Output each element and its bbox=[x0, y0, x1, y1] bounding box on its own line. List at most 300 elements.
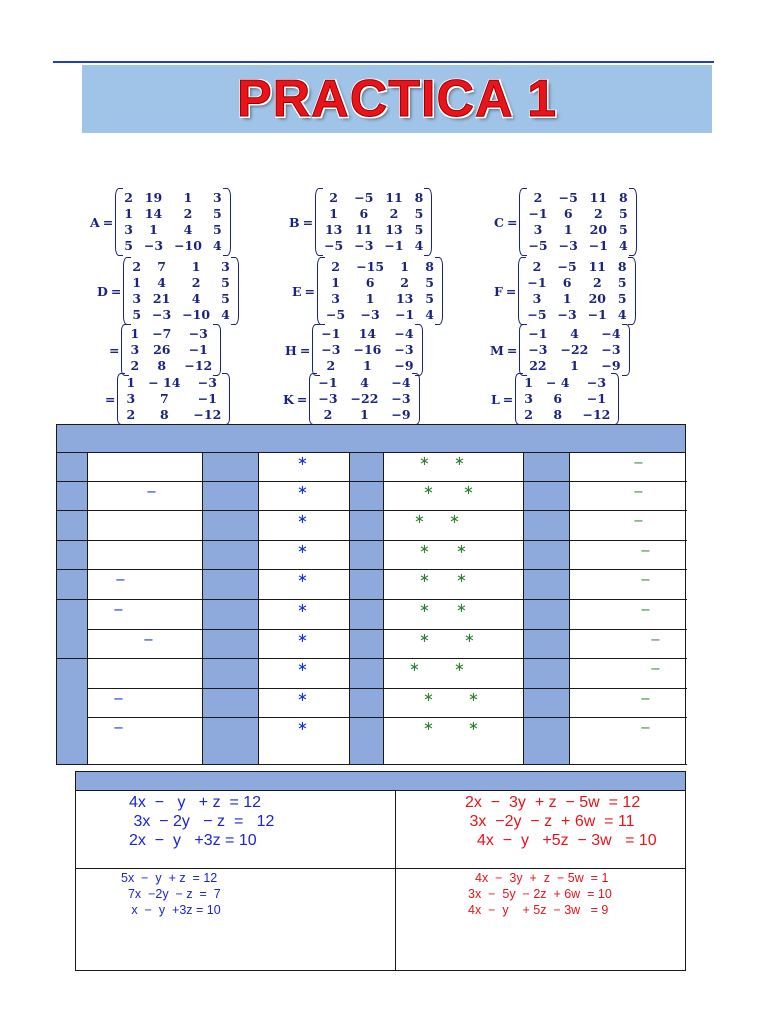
matrix-cell: 8 bbox=[414, 190, 424, 205]
matrix-cell: −5 bbox=[326, 307, 346, 322]
minus-icon: − bbox=[633, 514, 644, 529]
minus-icon: − bbox=[640, 544, 651, 559]
right-paren bbox=[222, 373, 230, 425]
matrix-cell: − 14 bbox=[148, 375, 181, 390]
matrix-cell: −15 bbox=[356, 259, 385, 274]
matrix-entries bbox=[527, 190, 628, 254]
matrix-cell: 5 bbox=[124, 238, 133, 253]
label-cell bbox=[202, 570, 258, 600]
answer-cell bbox=[569, 659, 687, 689]
matrix-cell: 1 bbox=[331, 275, 340, 290]
matrix-cell: −1 bbox=[527, 275, 547, 290]
matrix-entries bbox=[317, 375, 411, 423]
page-title: PRACTICA 1 bbox=[236, 70, 558, 128]
equals-sign: = bbox=[304, 283, 316, 299]
table-row bbox=[57, 511, 685, 541]
matrix-cell: 3 bbox=[132, 291, 142, 306]
star-icon: ∗ bbox=[449, 512, 460, 527]
minus-icon: − bbox=[146, 485, 157, 500]
system-4-eq-1: 4x − 3y + z − 5w = 1 bbox=[475, 871, 609, 885]
matrix-cell: 1 bbox=[126, 375, 136, 390]
left-paren bbox=[121, 324, 129, 376]
matrix-cell: −1 bbox=[318, 375, 338, 390]
answer-cell bbox=[87, 482, 202, 511]
answer-cell bbox=[569, 541, 687, 570]
label-cell bbox=[349, 570, 383, 600]
matrix-cell: −3 bbox=[321, 342, 341, 357]
label-cell bbox=[349, 453, 383, 482]
matrix-cell: 2 bbox=[594, 206, 603, 221]
matrix-cell: −3 bbox=[197, 375, 217, 390]
matrix-cell: 1 bbox=[191, 259, 201, 274]
matrix-cell: 8 bbox=[157, 358, 167, 373]
table-row bbox=[57, 630, 685, 659]
matrix-cell: 2 bbox=[124, 190, 133, 205]
answer-cell bbox=[383, 482, 523, 511]
matrix-cell: −5 bbox=[528, 238, 548, 253]
matrix-cell: 1 bbox=[183, 190, 193, 205]
matrix-cell: −1 bbox=[321, 326, 341, 341]
label-cell bbox=[523, 659, 569, 689]
matrix-cell: 3 bbox=[124, 222, 133, 237]
table-row bbox=[57, 659, 685, 689]
matrix-cell: −5 bbox=[324, 238, 344, 253]
left-paren bbox=[115, 188, 123, 256]
matrix-entries bbox=[123, 190, 222, 254]
matrix-cell: −9 bbox=[391, 407, 411, 422]
right-paren bbox=[435, 257, 443, 325]
matrix-cell: −1 bbox=[384, 238, 404, 253]
matrix-cell: −1 bbox=[528, 206, 548, 221]
matrix-cell: 5 bbox=[618, 222, 628, 237]
star-icon: ∗ bbox=[297, 512, 308, 527]
star-icon: ∗ bbox=[423, 690, 434, 705]
matrix-name: M bbox=[490, 342, 504, 358]
answer-cell bbox=[383, 570, 523, 600]
matrix-c bbox=[494, 188, 637, 256]
matrix-cell: −3 bbox=[354, 238, 374, 253]
right-paren bbox=[424, 188, 432, 256]
matrix-cell: 1 bbox=[329, 206, 338, 221]
matrix-cell: 5 bbox=[221, 275, 230, 290]
minus-icon: − bbox=[633, 485, 644, 500]
matrix-d bbox=[97, 257, 239, 325]
star-icon: ∗ bbox=[409, 660, 420, 675]
matrix-cell: 1 bbox=[400, 259, 409, 274]
equals-sign: = bbox=[506, 342, 518, 358]
matrix-name: B bbox=[289, 214, 300, 230]
matrix-cell: 4 bbox=[360, 375, 369, 390]
answer-cell bbox=[569, 630, 687, 659]
label-cell bbox=[523, 689, 569, 718]
matrix-cell: 2 bbox=[183, 206, 193, 221]
matrix-cell: −5 bbox=[558, 190, 578, 205]
matrix-cell: 5 bbox=[617, 275, 627, 290]
matrix-cell: 4 bbox=[618, 238, 628, 253]
star-icon: ∗ bbox=[419, 601, 430, 616]
answer-cell bbox=[569, 511, 687, 541]
label-cell bbox=[202, 482, 258, 511]
system-1-eq-3: 2x − y +3z = 10 bbox=[129, 832, 257, 849]
matrix-cell: 2 bbox=[329, 190, 338, 205]
star-icon: ∗ bbox=[468, 690, 479, 705]
matrix-b bbox=[289, 188, 432, 256]
answer-cell bbox=[383, 541, 523, 570]
matrix-cell: 14 bbox=[144, 206, 163, 221]
matrix-cell: 13 bbox=[395, 291, 414, 306]
matrix-cell: −12 bbox=[582, 407, 611, 422]
matrix-cell: 1 bbox=[562, 291, 572, 306]
label-cell bbox=[523, 600, 569, 630]
label-cell bbox=[57, 453, 87, 482]
matrix-entries bbox=[131, 259, 230, 323]
matrix-entries bbox=[526, 259, 627, 323]
matrix-cell: −1 bbox=[188, 342, 208, 357]
matrix-entries bbox=[325, 259, 435, 323]
matrix-cell: −3 bbox=[601, 342, 621, 357]
matrix-cell: 19 bbox=[144, 190, 163, 205]
label-cell bbox=[349, 482, 383, 511]
matrix-cell: 13 bbox=[324, 222, 343, 237]
matrix-cell: 5 bbox=[617, 291, 627, 306]
matrix-cell: 8 bbox=[159, 407, 169, 422]
exercise-table-header bbox=[57, 425, 685, 453]
matrix-cell: 2 bbox=[132, 259, 142, 274]
matrix-cell: −3 bbox=[152, 307, 172, 322]
minus-icon: − bbox=[113, 692, 124, 707]
label-cell bbox=[523, 630, 569, 659]
right-paren bbox=[611, 373, 619, 425]
label-cell bbox=[349, 659, 383, 689]
right-paren bbox=[231, 257, 239, 325]
matrix-cell: 1 bbox=[365, 291, 375, 306]
label-cell bbox=[202, 630, 258, 659]
equals-sign: = bbox=[299, 342, 311, 358]
table-row bbox=[57, 600, 685, 630]
system-1-eq-1: 4x − y + z = 12 bbox=[129, 794, 262, 811]
equals-sign: = bbox=[506, 214, 518, 230]
matrix-cell: −3 bbox=[360, 307, 380, 322]
matrix-cell: 7 bbox=[159, 391, 169, 406]
table-row bbox=[57, 453, 685, 482]
matrix-cell: 5 bbox=[425, 275, 434, 290]
matrix-name: C bbox=[494, 214, 504, 230]
answer-cell bbox=[383, 630, 523, 659]
matrix-cell: 4 bbox=[617, 307, 627, 322]
matrix-cell: 1 bbox=[132, 275, 142, 290]
matrix-cell: −5 bbox=[354, 190, 374, 205]
table-row bbox=[57, 689, 685, 718]
minus-icon: − bbox=[113, 603, 124, 618]
answer-cell bbox=[569, 570, 687, 600]
equals-sign: = bbox=[102, 214, 114, 230]
matrix-cell: 2 bbox=[389, 206, 399, 221]
right-paren bbox=[412, 373, 420, 425]
star-icon: ∗ bbox=[423, 719, 434, 734]
minus-icon: − bbox=[650, 633, 661, 648]
answer-cell bbox=[569, 453, 687, 482]
top-rule bbox=[53, 61, 714, 63]
system-2-eq-3: 4x − y +5z − 3w = 10 bbox=[477, 832, 657, 849]
matrix-cell: 21 bbox=[152, 291, 171, 306]
matrix-cell: 6 bbox=[365, 275, 375, 290]
matrix-cell: 11 bbox=[589, 190, 608, 205]
label-cell bbox=[349, 541, 383, 570]
minus-icon: − bbox=[640, 692, 651, 707]
answer-cell bbox=[87, 453, 202, 482]
left-paren bbox=[309, 373, 317, 425]
matrix-cell: 2 bbox=[331, 259, 340, 274]
matrix-cell: −5 bbox=[557, 259, 577, 274]
matrix-cell: −1 bbox=[588, 238, 608, 253]
minus-icon: − bbox=[640, 573, 651, 588]
matrix-cell: −22 bbox=[560, 342, 589, 357]
matrix-cell: 5 bbox=[221, 291, 230, 306]
matrix-entries bbox=[125, 375, 222, 423]
matrix-cell: 5 bbox=[414, 222, 424, 237]
answer-cell bbox=[87, 570, 202, 600]
matrix-j bbox=[102, 373, 230, 425]
matrix-cell: 2 bbox=[533, 190, 543, 205]
matrix-name: L bbox=[491, 391, 500, 407]
minus-icon: − bbox=[650, 662, 661, 677]
matrix-cell: 3 bbox=[524, 391, 533, 406]
answer-cell bbox=[87, 718, 202, 765]
equals-sign: = bbox=[302, 214, 314, 230]
system-3-eq-3: x − y +3z = 10 bbox=[121, 903, 221, 917]
answer-cell bbox=[383, 689, 523, 718]
answer-cell bbox=[383, 718, 523, 765]
equals-sign: = bbox=[505, 283, 517, 299]
matrix-cell: 3 bbox=[331, 291, 340, 306]
equals-sign: = bbox=[110, 283, 122, 299]
left-paren bbox=[515, 373, 523, 425]
matrix-cell: 5 bbox=[425, 291, 434, 306]
matrix-cell: 2 bbox=[323, 407, 333, 422]
label-cell bbox=[523, 453, 569, 482]
star-icon: ∗ bbox=[297, 542, 308, 557]
matrix-entries bbox=[523, 375, 611, 423]
title-banner bbox=[82, 65, 712, 133]
matrix-cell: 5 bbox=[414, 206, 424, 221]
matrix-cell: 3 bbox=[130, 342, 140, 357]
matrix-cell: −3 bbox=[391, 391, 411, 406]
minus-icon: − bbox=[143, 633, 154, 648]
matrix-cell: −3 bbox=[557, 307, 577, 322]
matrix-cell: 3 bbox=[126, 391, 136, 406]
equals-sign: = bbox=[502, 391, 514, 407]
column-divider bbox=[395, 791, 396, 971]
right-paren bbox=[223, 188, 231, 256]
answer-cell bbox=[569, 689, 687, 718]
star-icon: ∗ bbox=[297, 719, 308, 734]
matrix-cell: −3 bbox=[558, 238, 578, 253]
label-cell bbox=[349, 630, 383, 659]
star-icon: ∗ bbox=[463, 483, 474, 498]
star-icon: ∗ bbox=[297, 660, 308, 675]
left-paren bbox=[519, 188, 527, 256]
answer-cell bbox=[383, 659, 523, 689]
matrix-name: K bbox=[283, 391, 294, 407]
right-paren bbox=[213, 324, 221, 376]
matrix-name: F bbox=[494, 283, 503, 299]
matrix-cell: 4 bbox=[191, 291, 201, 306]
equals-sign: = bbox=[296, 391, 308, 407]
matrix-cell: −9 bbox=[601, 358, 621, 373]
matrix-entries bbox=[527, 326, 621, 374]
answer-cell bbox=[87, 511, 202, 541]
matrix-cell: 2 bbox=[191, 275, 201, 290]
matrix-cell: 8 bbox=[618, 190, 628, 205]
matrix-cell: 4 bbox=[570, 326, 579, 341]
label-cell bbox=[202, 453, 258, 482]
matrix-cell: 4 bbox=[425, 307, 434, 322]
matrix-cell: −3 bbox=[586, 375, 607, 390]
label-cell bbox=[202, 600, 258, 630]
matrix-cell: −12 bbox=[193, 407, 222, 422]
label-cell bbox=[523, 511, 569, 541]
matrix-cell: 2 bbox=[126, 407, 136, 422]
matrix-cell: −5 bbox=[527, 307, 547, 322]
right-paren bbox=[415, 324, 423, 376]
matrix-cell: −10 bbox=[182, 307, 211, 322]
matrix-cell: 1 bbox=[130, 326, 140, 341]
exercise-table bbox=[56, 424, 686, 765]
matrix-f bbox=[494, 257, 636, 325]
table-row bbox=[57, 541, 685, 570]
matrix-cell: 3 bbox=[212, 190, 222, 205]
matrix-cell: 4 bbox=[414, 238, 424, 253]
matrix-cell: 6 bbox=[562, 275, 572, 290]
matrix-cell: −3 bbox=[528, 342, 548, 357]
label-cell bbox=[202, 689, 258, 718]
star-icon: ∗ bbox=[419, 454, 430, 469]
equals-sign: = bbox=[105, 391, 116, 407]
star-icon: ∗ bbox=[454, 660, 465, 675]
matrix-g bbox=[106, 324, 221, 376]
matrix-name: H bbox=[285, 342, 297, 358]
systems-table-header bbox=[76, 772, 685, 791]
label-cell bbox=[349, 511, 383, 541]
label-cell bbox=[57, 482, 87, 511]
matrix-cell: 14 bbox=[358, 326, 377, 341]
star-icon: ∗ bbox=[297, 631, 308, 646]
label-cell bbox=[57, 511, 87, 541]
matrix-entries bbox=[320, 326, 414, 374]
matrix-cell: 1 bbox=[524, 375, 533, 390]
matrix-cell: −1 bbox=[587, 307, 607, 322]
matrix-cell: 2 bbox=[532, 259, 542, 274]
star-icon: ∗ bbox=[454, 454, 465, 469]
star-icon: ∗ bbox=[419, 542, 430, 557]
matrix-cell: 5 bbox=[212, 206, 222, 221]
system-4-eq-3: 4x − y + 5z − 3w = 9 bbox=[468, 903, 609, 917]
matrix-h bbox=[285, 324, 423, 376]
matrix-name: A bbox=[90, 214, 100, 230]
minus-icon: − bbox=[113, 721, 124, 736]
matrix-cell: 3 bbox=[533, 222, 543, 237]
minus-icon: − bbox=[115, 573, 126, 588]
matrix-cell: −12 bbox=[184, 358, 213, 373]
minus-icon: − bbox=[633, 456, 644, 471]
matrix-cell: −4 bbox=[394, 326, 414, 341]
label-cell bbox=[202, 541, 258, 570]
answer-cell bbox=[569, 482, 687, 511]
matrix-cell: 2 bbox=[400, 275, 409, 290]
left-paren bbox=[317, 257, 325, 325]
left-paren bbox=[117, 373, 125, 425]
star-icon: ∗ bbox=[297, 571, 308, 586]
label-cell bbox=[57, 570, 87, 600]
matrix-m bbox=[490, 324, 630, 376]
matrix-cell: 3 bbox=[221, 259, 230, 274]
matrix-cell: −3 bbox=[318, 391, 338, 406]
system-1-eq-2: 3x − 2y − z = 12 bbox=[129, 813, 275, 830]
star-icon: ∗ bbox=[456, 601, 467, 616]
star-icon: ∗ bbox=[414, 512, 425, 527]
star-icon: ∗ bbox=[456, 571, 467, 586]
right-paren bbox=[628, 257, 636, 325]
system-2-eq-2: 3x −2y − z + 6w = 11 bbox=[465, 813, 635, 830]
matrix-cell: 6 bbox=[553, 391, 563, 406]
matrix-cell: −3 bbox=[188, 326, 208, 341]
matrix-cell: 2 bbox=[524, 407, 533, 422]
star-icon: ∗ bbox=[456, 542, 467, 557]
left-paren bbox=[312, 324, 320, 376]
matrix-cell: −7 bbox=[152, 326, 172, 341]
table-row bbox=[57, 482, 685, 511]
star-icon: ∗ bbox=[297, 454, 308, 469]
matrix-cell: 7 bbox=[157, 259, 166, 274]
left-paren bbox=[315, 188, 323, 256]
system-2-eq-1: 2x − 3y + z − 5w = 12 bbox=[465, 794, 641, 811]
matrix-cell: 1 bbox=[149, 222, 158, 237]
label-cell bbox=[349, 718, 383, 765]
matrix-cell: 8 bbox=[617, 259, 627, 274]
matrix-cell: −22 bbox=[350, 391, 379, 406]
matrix-cell: −16 bbox=[353, 342, 382, 357]
matrix-cell: 22 bbox=[529, 358, 547, 373]
star-icon: ∗ bbox=[423, 483, 434, 498]
matrix-cell: 2 bbox=[592, 275, 602, 290]
matrix-cell: 5 bbox=[132, 307, 142, 322]
matrix-cell: 8 bbox=[553, 407, 563, 422]
matrix-cell: −4 bbox=[391, 375, 411, 390]
matrix-cell: 2 bbox=[130, 358, 140, 373]
label-cell bbox=[202, 511, 258, 541]
matrix-e bbox=[292, 257, 443, 325]
matrix-cell: 11 bbox=[355, 222, 373, 237]
system-3-eq-1: 5x − y + z = 12 bbox=[121, 871, 218, 885]
matrix-cell: 13 bbox=[385, 222, 403, 237]
matrix-name: D bbox=[97, 283, 108, 299]
matrix-entries bbox=[129, 326, 213, 374]
left-paren bbox=[518, 257, 526, 325]
matrix-cell: 1 bbox=[124, 206, 133, 221]
answer-cell bbox=[87, 689, 202, 718]
right-paren bbox=[629, 188, 637, 256]
matrix-cell: − 4 bbox=[545, 375, 570, 390]
matrix-cell: 2 bbox=[326, 358, 336, 373]
label-cell bbox=[202, 659, 258, 689]
answer-cell bbox=[569, 718, 687, 765]
star-icon: ∗ bbox=[297, 690, 308, 705]
star-icon: ∗ bbox=[468, 719, 479, 734]
label-cell bbox=[202, 718, 258, 765]
left-paren bbox=[519, 324, 527, 376]
right-paren bbox=[622, 324, 630, 376]
matrix-cell: −1 bbox=[197, 391, 217, 406]
